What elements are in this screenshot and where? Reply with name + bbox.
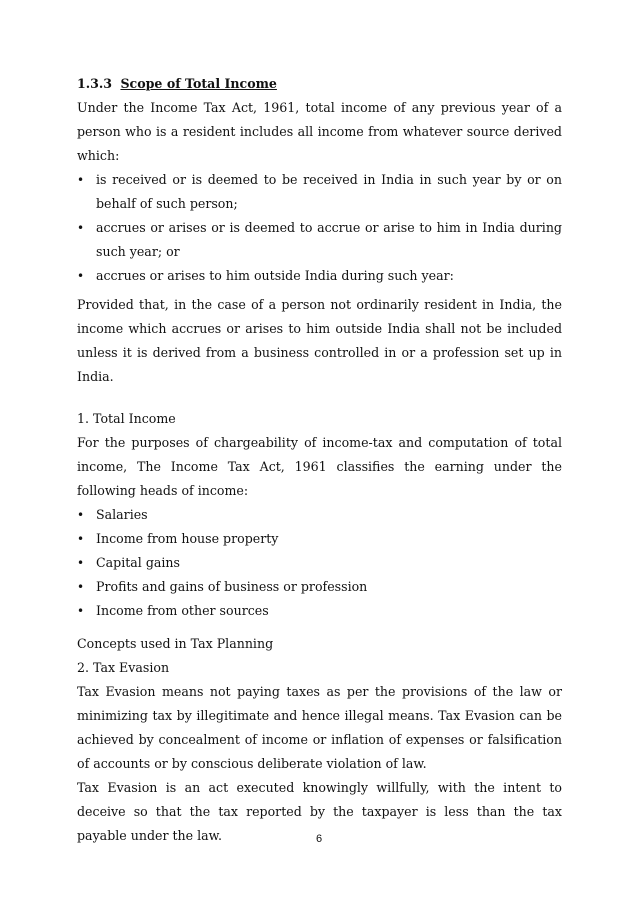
tax-evasion-paragraph-1: Tax Evasion means not paying taxes as per the provisions of the law or minimizing tax by illegitimate and hence illegal means. Tax Evasion can be achieved by concealment of income or inflation of expenses or falsification of accounts or by conscious deliberate violation of law. <box>77 684 562 771</box>
bullet-icon: • <box>77 221 85 235</box>
concepts-heading: Concepts used in Tax Planning <box>77 636 274 651</box>
section-number: 1.3.3 <box>77 76 113 91</box>
bullet-icon: • <box>77 556 85 570</box>
tax-evasion-heading: 2. Tax Evasion <box>77 660 170 675</box>
list-item-text: Profits and gains of business or profession <box>96 579 368 594</box>
proviso-paragraph: Provided that, in the case of a person not ordinarily resident in India, the income which accrues or arises to him outside India shall not be included unless it is derived from a business controlled in or a profession set up in India. <box>77 297 562 384</box>
list-item <box>77 551 562 575</box>
bullet-icon: • <box>77 508 85 522</box>
list-item <box>77 575 562 599</box>
list-item <box>77 168 562 216</box>
list-item-text: Income from house property <box>96 531 279 546</box>
bullet-icon: • <box>77 532 85 546</box>
bullet-icon: • <box>77 173 85 187</box>
list-item-text: accrues or arises or is deemed to accrue or arise to him in India during such year; or <box>96 220 562 259</box>
list-item-text: Capital gains <box>96 555 181 570</box>
total-income-heading: 1. Total Income <box>77 411 176 426</box>
list-item-text: accrues or arises to him outside India during such year: <box>96 268 454 283</box>
list-item <box>77 599 562 623</box>
section-heading <box>77 72 562 96</box>
list-item <box>77 216 562 264</box>
page-number: 6 <box>315 833 323 845</box>
bullet-icon: • <box>77 580 85 594</box>
tax-evasion-paragraph-2: Tax Evasion is an act executed knowingly willfully, with the intent to deceive so that the tax reported by the taxpayer is less than the tax payable under the law. <box>77 780 562 843</box>
section-title: Scope of Total Income <box>120 76 277 91</box>
list-item-text: Salaries <box>96 507 148 522</box>
total-income-paragraph: For the purposes of chargeability of income-tax and computation of total income, The Income Tax Act, 1961 classifies the earning under the following heads of income: <box>77 435 562 498</box>
bullet-icon: • <box>77 604 85 618</box>
list-item <box>77 264 562 288</box>
scope-list <box>77 168 562 288</box>
list-item <box>77 503 562 527</box>
bullet-icon: • <box>77 269 85 283</box>
document-page <box>77 72 562 848</box>
list-item <box>77 527 562 551</box>
list-item-text: is received or is deemed to be received in India in such year by or on behalf of such person; <box>96 172 562 211</box>
heads-of-income-list <box>77 503 562 623</box>
list-item-text: Income from other sources <box>96 603 269 618</box>
intro-paragraph: Under the Income Tax Act, 1961, total income of any previous year of a person who is a resident includes all income from whatever source derived which: <box>77 100 562 163</box>
